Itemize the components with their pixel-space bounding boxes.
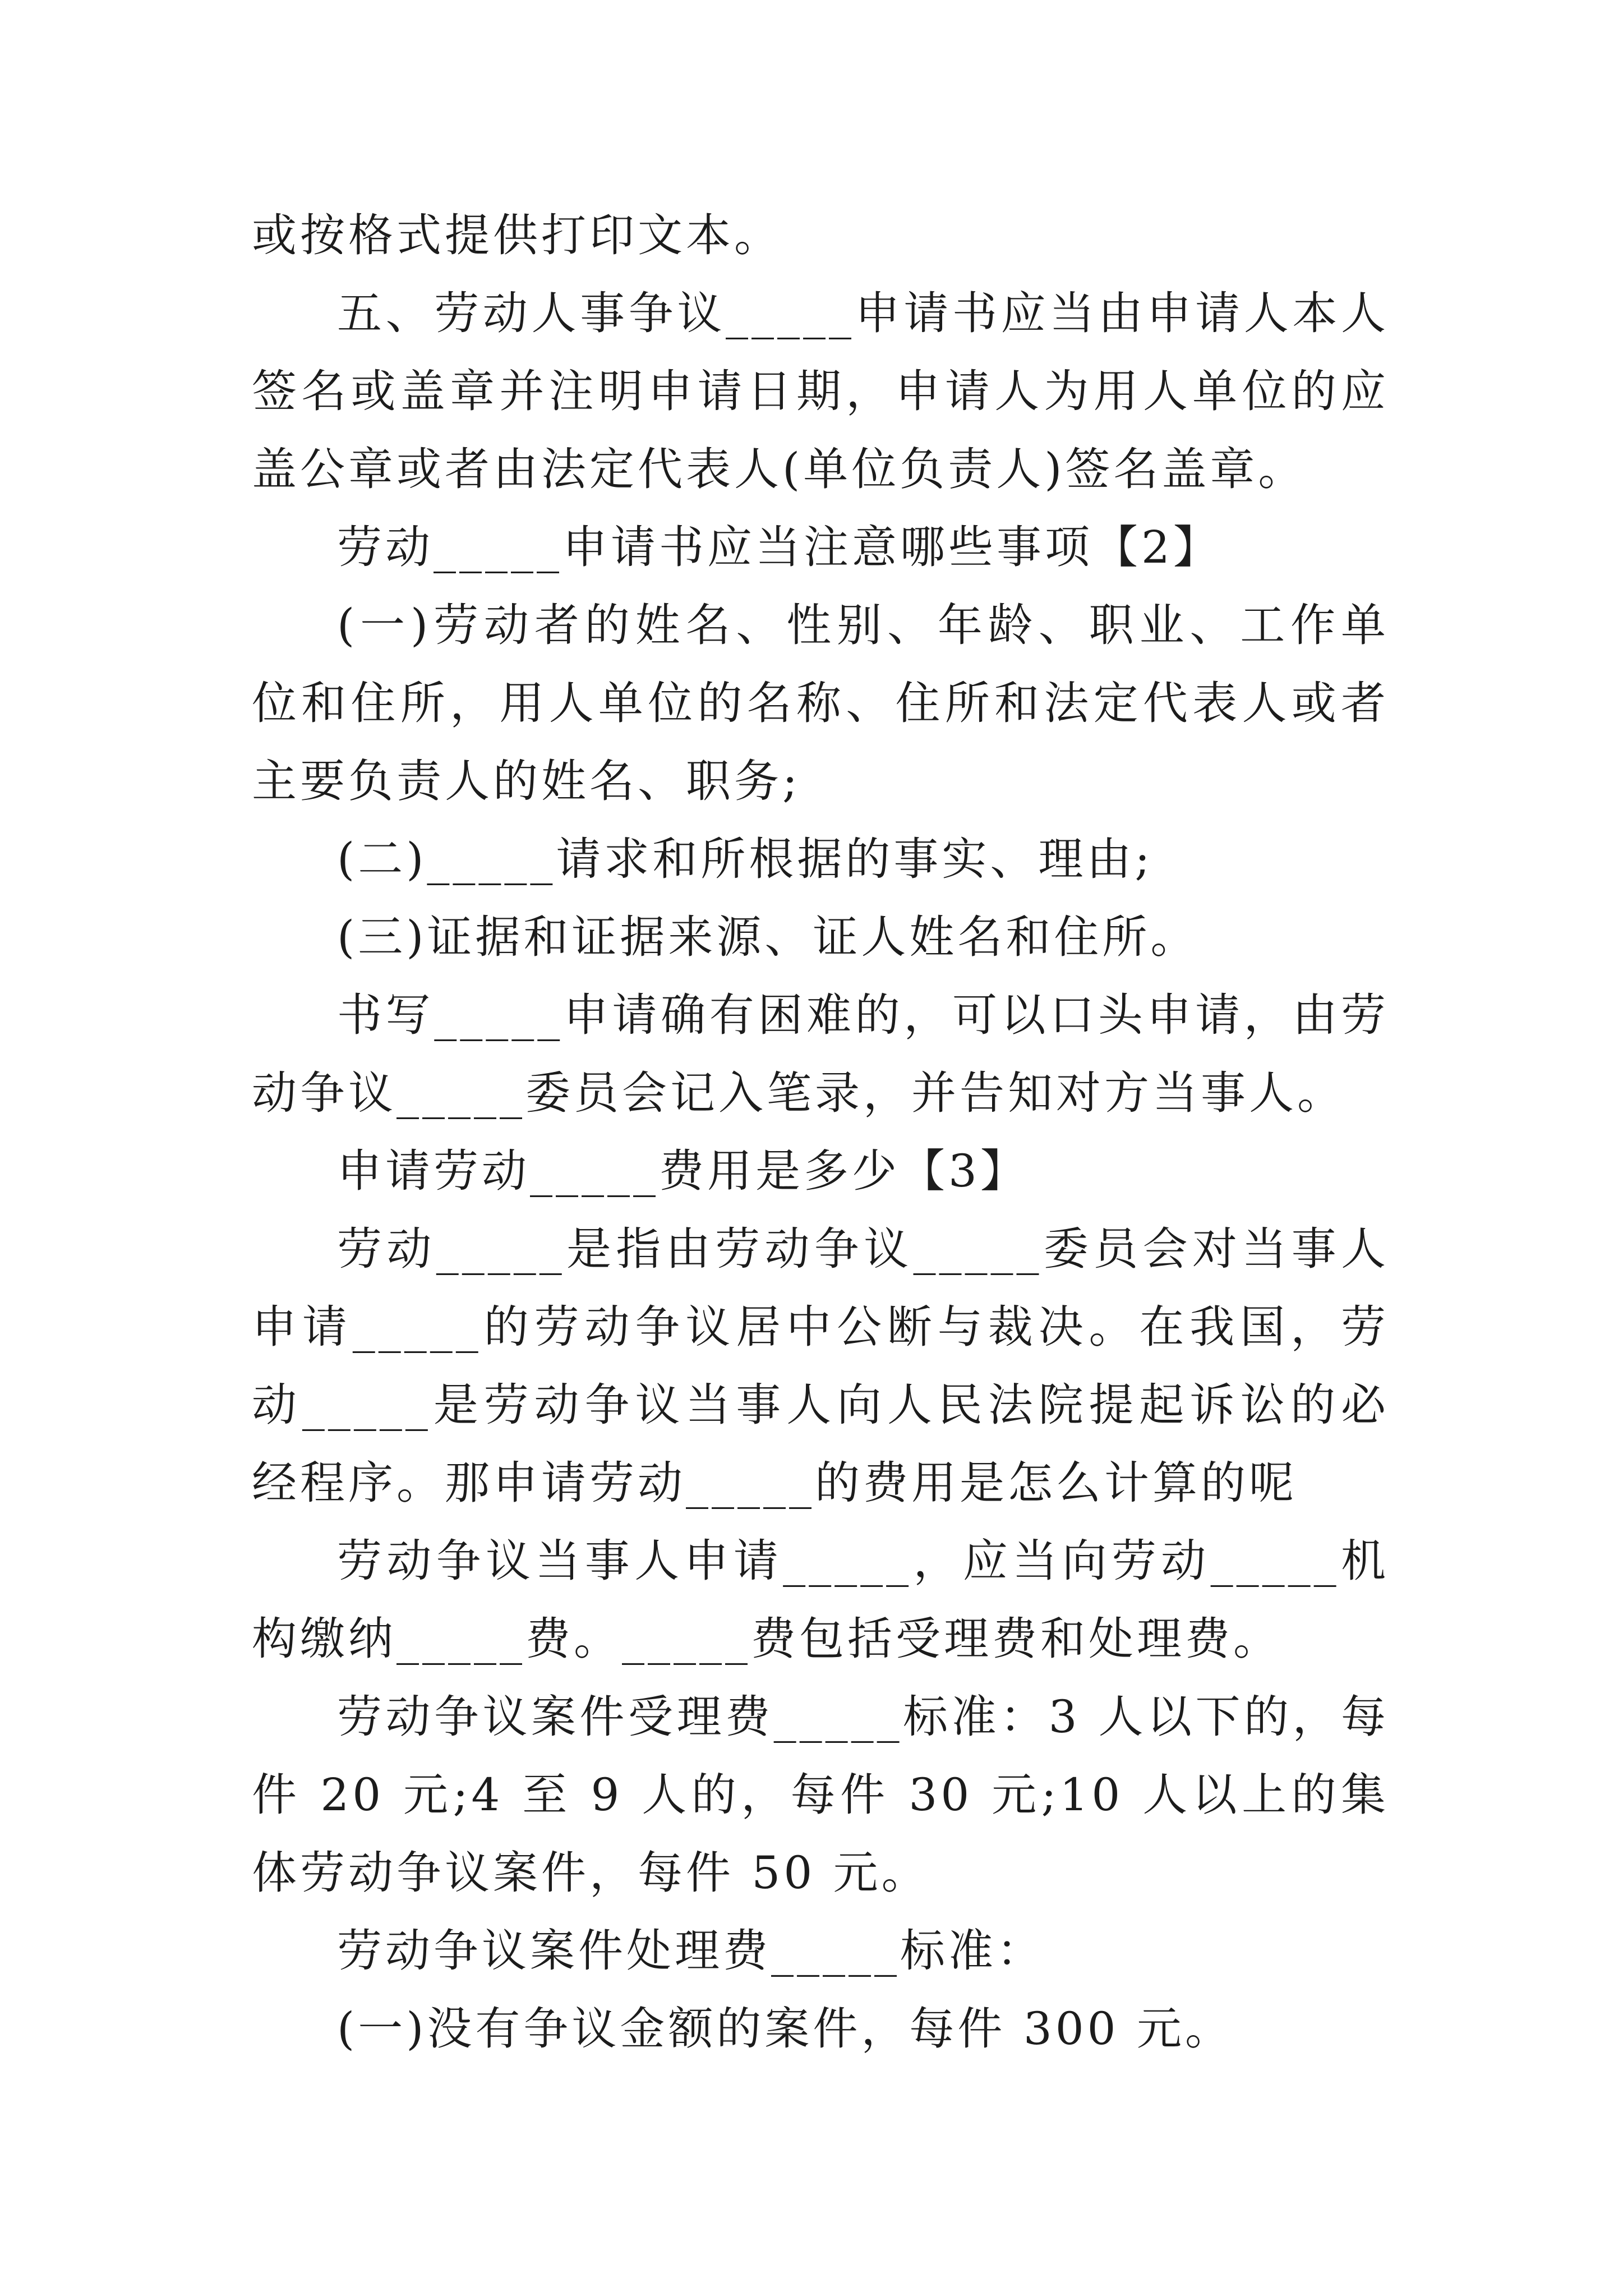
paragraph-definition: 劳动_____是指由劳动争议_____委员会对当事人申请_____的劳动争议居中公断与裁决。在我国，劳动_____是劳动争议当事人向人民法院提起诉讼的必经程序。那申请劳动_____的费用是怎么计算的呢	[252, 1223, 1389, 1509]
paragraph-acceptance-fee: 劳动争议案件受理费_____标准：3 人以下的，每件 20 元;4 至 9 人的，每件 30 元;10 人以上的集体劳动争议案件，每件 50 元。	[252, 1691, 1389, 1899]
document-body	[252, 196, 1389, 2068]
paragraph-1: 或按格式提供打印文本。	[252, 209, 782, 261]
paragraph-fee-payment: 劳动争议当事人申请_____，应当向劳动_____机构缴纳_____费。_____费包括受理费和处理费。	[252, 1535, 1389, 1665]
list-item-3: (三)证据和证据来源、证人姓名和住所。	[337, 911, 1199, 963]
list-item-fee-1: (一)没有争议金额的案件，每件 300 元。	[337, 2003, 1233, 2055]
paragraph-oral-application: 书写_____申请确有困难的，可以口头申请，由劳动争议_____委员会记入笔录，并告知对方当事人。	[252, 989, 1389, 1119]
section-heading-2: 劳动_____申请书应当注意哪些事项【2】	[337, 521, 1221, 573]
list-item-1: (一)劳动者的姓名、性别、年龄、职业、工作单位和住所，用人单位的名称、住所和法定代表人或者主要负责人的姓名、职务;	[252, 599, 1389, 807]
paragraph-handling-fee: 劳动争议案件处理费_____标准：	[337, 1925, 1045, 1977]
paragraph-2: 五、劳动人事争议_____申请书应当由申请人本人签名或盖章并注明申请日期，申请人为用人单位的应盖公章或者由法定代表人(单位负责人)签名盖章。	[252, 287, 1389, 495]
list-item-2: (二)_____请求和所根据的事实、理由;	[337, 833, 1154, 885]
section-heading-3: 申请劳动_____费用是多少【3】	[337, 1145, 1029, 1197]
